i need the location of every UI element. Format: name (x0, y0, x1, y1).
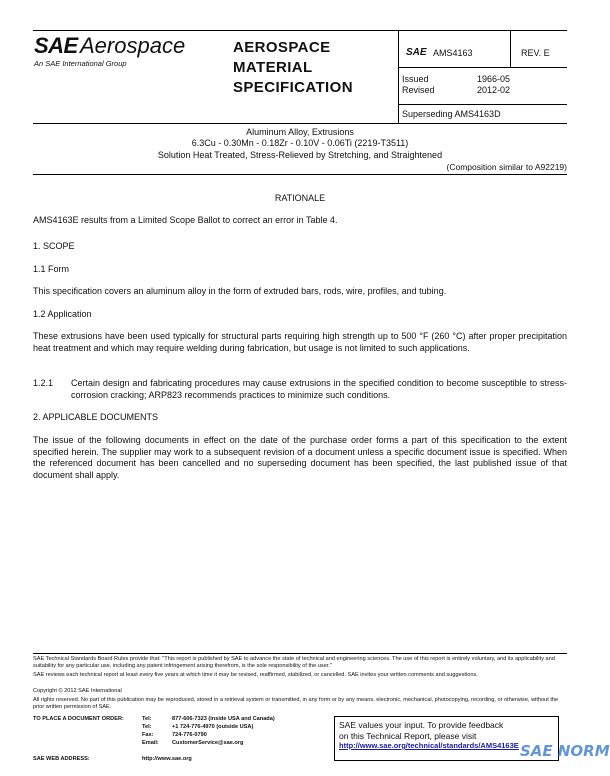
section-1-2-1-text: Certain design and fabricating procedures may cause extrusions in the specified condition to become susceptible to stress-corrosion cracking; ARP823 recommends practices to minimize such conditions. (71, 378, 567, 400)
section-1-2-heading: 1.2 Application (33, 309, 92, 319)
tel2-label: Tel: (142, 724, 152, 730)
header-rev-divider (510, 30, 511, 67)
issued-label: Issued (402, 74, 429, 84)
header-mid-rule (398, 67, 567, 68)
feedback-link[interactable]: http://www.sae.org/technical/standards/AMS4163E (339, 741, 519, 750)
feedback-line-2: on this Technical Report, please visit (339, 730, 477, 741)
subject-line-3: Solution Heat Treated, Stress-Relieved by Stretching, and Straightened (157, 150, 443, 160)
section-1-2-1-number: 1.2.1 (33, 378, 54, 388)
title-line-1: AEROSPACE (233, 39, 331, 56)
logo-tagline: An SAE International Group (34, 59, 127, 68)
header-bottom-rule (33, 123, 567, 124)
header-supersede-rule (398, 104, 567, 105)
footer-top-rule (33, 653, 567, 654)
title-line-3: SPECIFICATION (233, 79, 353, 96)
fax-label: Fax: (142, 732, 154, 738)
footer-copyright: Copyright © 2012 SAE International (33, 688, 122, 694)
email-value[interactable]: CustomerService@sae.org (172, 740, 244, 746)
superseding-note: Superseding AMS4163D (402, 109, 501, 119)
order-label: TO PLACE A DOCUMENT ORDER: (33, 716, 124, 722)
header-divider (398, 30, 399, 123)
logo-brand: SAE (34, 33, 78, 58)
footer-disclaimer: SAE Technical Standards Board Rules provide that: "This report is published by SAE to advance the state of technical and engineering sciences. The use of this report is entirely voluntary, and its applicability and suitability for any particular use, including any patent infringement arising therefrom, is the sole responsibility of the user." (33, 656, 555, 669)
fax-value: 724-776-0790 (172, 732, 207, 738)
web-value[interactable]: http://www.sae.org (142, 756, 192, 762)
issued-value: 1966-05 (477, 74, 511, 84)
tel-value: 877-606-7323 (inside USA and Canada) (172, 716, 275, 722)
rationale-text: AMS4163E results from a Limited Scope Ballot to correct an error in Table 4. (33, 215, 338, 225)
footer-review-note: SAE reviews each technical report at least every five years at which time it may be revised, reaffirmed, stabilized, or cancelled. SAE invites your written comments and suggestions. (33, 672, 478, 678)
document-type-title (233, 38, 353, 98)
section-1-2-text: These extrusions have been used typically for structural parts requiring high strength up to 500 °F (260 °C) after proper precipitation heat treatment and which may require welding during fabrication, but usage is not limited to such applications. (33, 331, 567, 353)
rationale-heading: RATIONALE (274, 193, 326, 203)
title-line-2: MATERIAL (233, 59, 313, 76)
section-1-1-heading: 1.1 Form (33, 264, 70, 274)
section-2-text: The issue of the following documents in effect on the date of the purchase order forms a part of this specification to the extent specified herein. The supplier may work to a subsequent revision of a document unless a specific document issue is specified. When the referenced document has been cancelled and no superseding document has been specified, the last published issue of that document shall apply. (33, 435, 567, 480)
subject-line-1: Aluminum Alloy, Extrusions (246, 127, 354, 137)
email-label: Email: (142, 740, 159, 746)
section-1-1-text: This specification covers an aluminum alloy in the form of extruded bars, rods, wire, profiles, and tubing. (33, 286, 447, 296)
logo-word: Aerospace (80, 33, 186, 58)
tel-label: Tel: (142, 716, 152, 722)
doc-brand-logo: SAE (406, 47, 427, 58)
revised-value: 2012-02 (477, 85, 511, 95)
feedback-line-1: SAE values your input. To provide feedback (339, 720, 504, 730)
footer-rights: All rights reserved. No part of this publication may be reproduced, stored in a retrieval system or transmitted, in any form or by any means, electronic, mechanical, photocopying, recording, or otherwise, without the prior written permission of SAE. (33, 697, 559, 710)
revised-label: Revised (402, 85, 435, 95)
doc-number: AMS4163 (433, 48, 473, 58)
revision-label: REV. E (521, 48, 550, 58)
subject-bottom-rule (33, 174, 567, 175)
tel2-value: +1 724-776-4970 (outside USA) (172, 724, 254, 730)
subject-line-2: 6.3Cu - 0.30Mn - 0.18Zr - 0.10V - 0.06Ti (2219-T3511) (191, 138, 409, 148)
section-1-heading: 1. SCOPE (33, 241, 75, 251)
subject-composition-note: (Composition similar to A92219) (446, 162, 567, 172)
web-label: SAE WEB ADDRESS: (33, 756, 90, 762)
sae-aerospace-logo (33, 31, 223, 71)
watermark-logo: SAE NORM (520, 742, 610, 760)
section-2-heading: 2. APPLICABLE DOCUMENTS (33, 412, 159, 422)
